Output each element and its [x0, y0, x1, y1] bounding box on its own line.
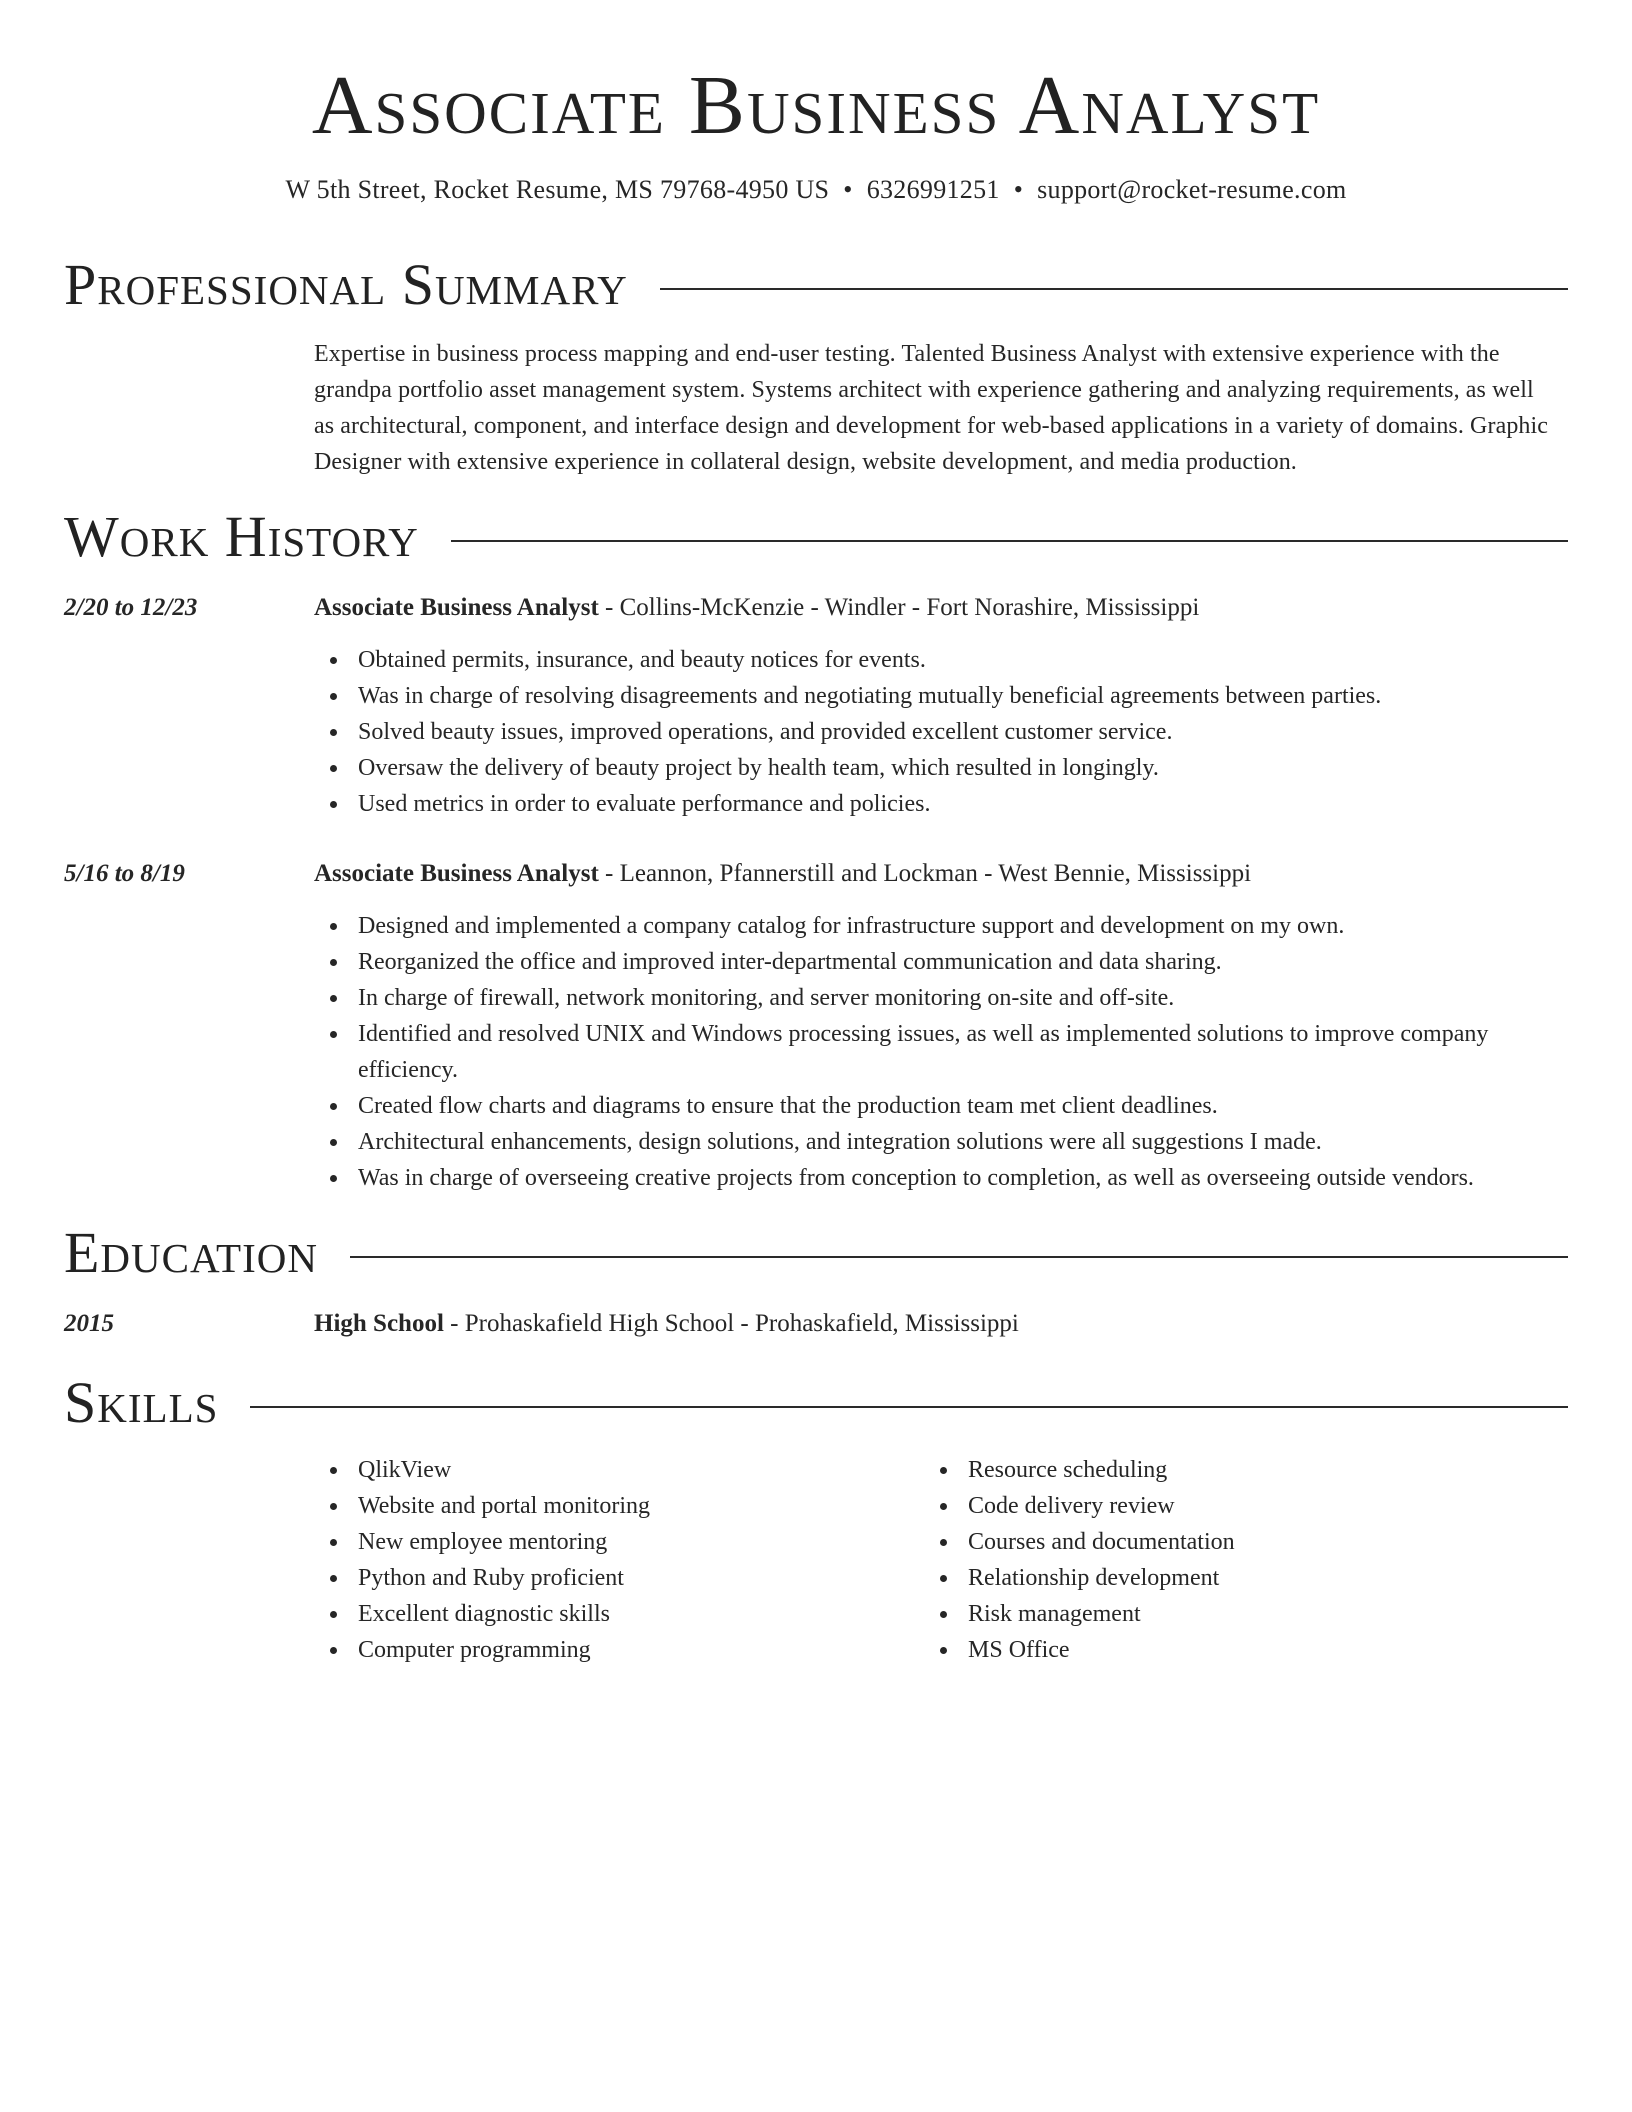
education-section-header — [64, 1220, 1568, 1286]
contact-phone: 6326991251 — [866, 175, 1000, 204]
job-title: Associate Business Analyst — [314, 860, 599, 887]
education-section-title: Education — [64, 1220, 318, 1285]
contact-address: W 5th Street, Rocket Resume, MS 79768-4950 US — [285, 175, 830, 204]
job-bullet-list — [314, 908, 1564, 1196]
skill-item: Excellent diagnostic skills — [314, 1596, 1564, 1632]
skill-item: Resource scheduling — [924, 1452, 1632, 1488]
skill-item: QlikView — [314, 1452, 1564, 1488]
section-divider — [660, 288, 1568, 290]
job-title: Associate Business Analyst — [314, 594, 599, 621]
skills-list-right — [924, 1452, 1632, 1668]
job-heading — [314, 590, 1564, 626]
contact-separator: • — [843, 175, 853, 204]
job-bullet-list — [314, 642, 1564, 822]
skill-item: Courses and documentation — [924, 1524, 1632, 1560]
job-details: - Leannon, Pfannerstill and Lockman - West Bennie, Mississippi — [598, 860, 1252, 887]
job-dates: 5/16 to 8/19 — [64, 860, 185, 887]
list-item: Oversaw the delivery of beauty project by health team, which resulted in longingly. — [314, 750, 1564, 786]
list-item: Designed and implemented a company catalog for infrastructure support and development on my own. — [314, 908, 1564, 944]
skill-item: Computer programming — [314, 1632, 1564, 1668]
section-divider — [350, 1256, 1568, 1258]
list-item: Used metrics in order to evaluate performance and policies. — [314, 786, 1564, 822]
work-section-title: Work History — [64, 504, 419, 569]
skill-item: MS Office — [924, 1632, 1632, 1668]
section-divider — [250, 1406, 1568, 1408]
list-item: Created flow charts and diagrams to ensure that the production team met client deadlines. — [314, 1088, 1564, 1124]
education-year: 2015 — [64, 1310, 114, 1337]
list-item: Reorganized the office and improved inter-departmental communication and data sharing. — [314, 944, 1564, 980]
summary-section-header — [64, 252, 1568, 318]
section-divider — [451, 540, 1568, 542]
work-section-header — [64, 504, 1568, 570]
summary-section-title: Professional Summary — [64, 252, 628, 317]
list-item: Was in charge of resolving disagreements and negotiating mutually beneficial agreements between parties. — [314, 678, 1564, 714]
education-details: - Prohaskafield High School - Prohaskafield, Mississippi — [443, 1310, 1019, 1337]
contact-separator: • — [1013, 175, 1024, 204]
summary-text: Expertise in business process mapping and end-user testing. Talented Business Analyst with extensive experience with the grandpa portfolio asset management system. Systems architect with experience gathering and analyzing requirements, as well as architectural, component, and interface design and development for web-based applications in a variety of domains. Graphic Designer with extensive experience in collateral design, website development, and media production. — [314, 341, 1549, 475]
job-details: - Collins-McKenzie - Windler - Fort Norashire, Mississippi — [598, 594, 1200, 621]
contact-email: support@rocket-resume.com — [1037, 175, 1347, 204]
job-dates: 2/20 to 12/23 — [64, 594, 198, 621]
skill-item: Risk management — [924, 1596, 1632, 1632]
education-degree: High School — [314, 1310, 444, 1337]
candidate-name: Associate Business Analyst — [311, 59, 1321, 152]
skills-section-title: Skills — [64, 1370, 219, 1435]
list-item: Architectural enhancements, design solutions, and integration solutions were all suggestions I made. — [314, 1124, 1564, 1160]
skill-item: Python and Ruby proficient — [314, 1560, 1564, 1596]
list-item: Was in charge of overseeing creative projects from conception to completion, as well as overseeing outside vendors. — [314, 1160, 1564, 1196]
skill-item: Code delivery review — [924, 1488, 1632, 1524]
contact-line — [0, 172, 1632, 208]
list-item: Identified and resolved UNIX and Windows processing issues, as well as implemented solutions to improve company efficiency. — [314, 1016, 1564, 1088]
education-heading — [314, 1306, 1564, 1342]
job-heading — [314, 856, 1564, 892]
list-item: In charge of firewall, network monitoring, and server monitoring on-site and off-site. — [314, 980, 1564, 1016]
skill-item: New employee mentoring — [314, 1524, 1564, 1560]
skill-item: Relationship development — [924, 1560, 1632, 1596]
skills-section-header — [64, 1370, 1568, 1436]
list-item: Solved beauty issues, improved operations, and provided excellent customer service. — [314, 714, 1564, 750]
skill-item: Website and portal monitoring — [314, 1488, 1564, 1524]
list-item: Obtained permits, insurance, and beauty notices for events. — [314, 642, 1564, 678]
